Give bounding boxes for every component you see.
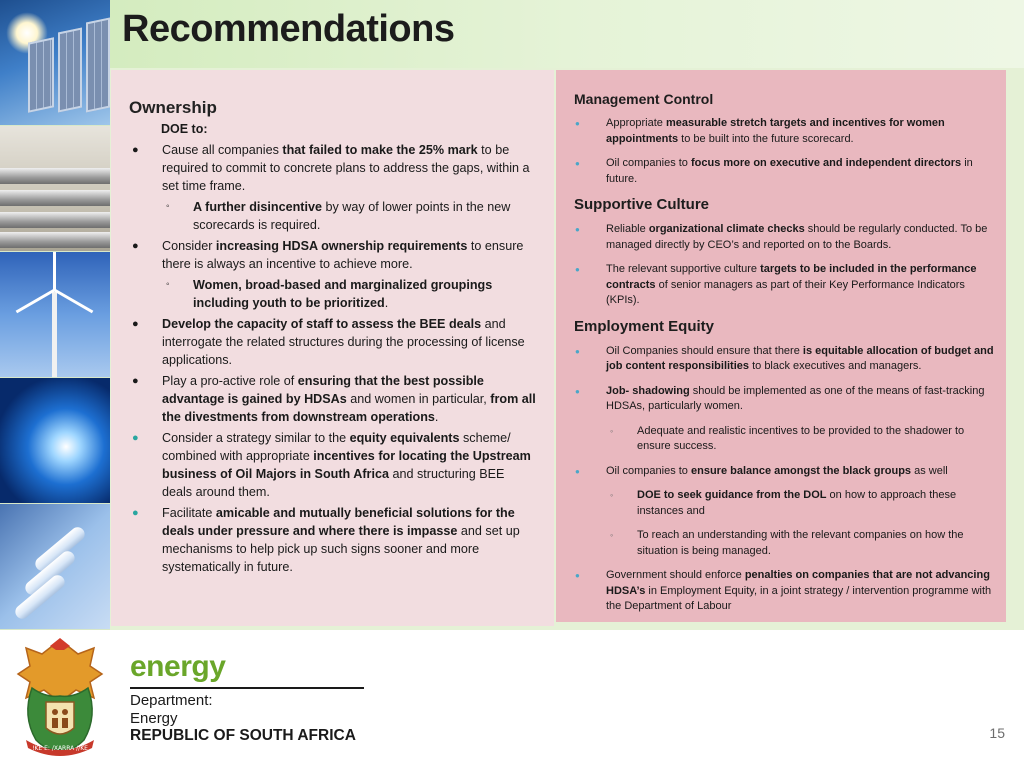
department-label: Department:	[130, 692, 213, 709]
bullet-icon: ●	[132, 375, 139, 387]
employment-equity-heading: Employment Equity	[574, 317, 715, 335]
bullet-icon: ●	[575, 571, 580, 580]
list-item: ● Consider a strategy similar to the equity equivalents scheme/ combined with appropriate incentives for locating the Upstream business of Oil Majors in South Africa and structuring BEE deals around them.	[132, 431, 531, 499]
ownership-panel	[111, 70, 554, 626]
list-item: ● Develop the capacity of staff to assess the BEE deals and interrogate the related structures during the processing of license applications.	[132, 317, 525, 367]
bullet-icon: ●	[575, 119, 580, 128]
list-item: ● Job- shadowing should be implemented as one of the means of fast-tracking HDSAs, particularly women.	[575, 384, 985, 412]
logo-divider	[130, 687, 364, 689]
bullet-icon: ●	[575, 386, 580, 396]
country-name: REPUBLIC OF SOUTH AFRICA	[130, 727, 356, 744]
solar-panels-photo	[0, 0, 110, 126]
supportive-culture-heading: Supportive Culture	[574, 196, 710, 213]
page-title: Recommendations	[122, 8, 455, 50]
circle-bullet-icon: ◦	[610, 530, 614, 540]
list-item: ● Oil Companies should ensure that there is equitable allocation of budget and job content responsibilities to black executives and managers.	[575, 344, 994, 372]
bullet-icon: ●	[575, 265, 580, 274]
bullet-icon: ●	[575, 466, 580, 476]
list-item: ● Oil companies to focus more on executive and independent directors in future.	[575, 157, 973, 185]
bullet-icon: ●	[575, 346, 580, 356]
wind-turbine-photo	[0, 252, 110, 378]
sub-list-item: ◦ Adequate and realistic incentives to be provided to the shadower to ensure success.	[610, 424, 965, 452]
bullet-icon: ●	[132, 144, 139, 156]
circle-bullet-icon: ◦	[610, 425, 614, 436]
ownership-heading: Ownership	[129, 98, 217, 117]
energy-saving-bulb-photo	[0, 504, 110, 630]
title-band	[110, 0, 1024, 68]
bullet-icon: ●	[575, 225, 580, 234]
list-item: ● Appropriate measurable stretch targets and incentives for women appointments to be built into the future scorecard.	[575, 117, 945, 145]
energy-logo-word: energy	[130, 650, 226, 683]
circle-bullet-icon: ◦	[610, 490, 614, 500]
list-item: ● Government should enforce penalties on companies that are not advancing HDSA’s in Employment Equity, in a joint strategy / intervention programme with the Department of Labour	[575, 569, 992, 612]
list-item: ● Oil companies to ensure balance amongst the black groups as well	[574, 464, 994, 480]
pipelines-photo	[0, 126, 110, 252]
bullet-icon: ●	[575, 159, 580, 168]
department-name: Energy	[130, 710, 178, 727]
footer	[0, 630, 1024, 768]
list-item: ● The relevant supportive culture targets to be included in the performance contracts of senior managers as part of their Key Performance Indicators (KPIs).	[575, 263, 977, 306]
sub-list-item: ◦ A further disincentive by way of lower points in the new scorecards is required.	[166, 200, 511, 232]
page-number: 15	[989, 725, 1005, 741]
list-item: ● Facilitate amicable and mutually beneficial solutions for the deals under pressure and where there is impasse and set up mechanisms to help pick up such signs sooner and more systematically in future.	[132, 506, 520, 574]
bullet-icon: ●	[132, 507, 139, 519]
list-item: ● Cause all companies that failed to make the 25% mark to be required to commit to concrete plans to address the gaps, within a set time frame.	[132, 143, 530, 193]
recommendations-detail-panel	[556, 70, 1006, 622]
sub-list-item: ◦ DOE to seek guidance from the DOL on how to approach these instances and	[610, 489, 957, 517]
bullet-icon: ●	[132, 318, 139, 330]
coat-of-arms-icon	[12, 636, 108, 758]
list-item: ● Play a pro-active role of ensuring that the best possible advantage is gained by HDSAs and women in particular, from all the divestments from downstream operations.	[132, 374, 536, 424]
bullet-icon: ●	[132, 240, 139, 252]
photo-strip	[0, 0, 110, 630]
sub-list-item: ◦ Women, broad-based and marginalized groupings including youth to be prioritized.	[166, 278, 493, 310]
energy-burst-photo	[0, 378, 110, 504]
ownership-list	[129, 141, 536, 576]
sub-list-item: ◦ To reach an understanding with the relevant companies on how the situation is being managed.	[610, 529, 964, 557]
doe-label: DOE to:	[161, 122, 208, 136]
management-control-heading: Management Control	[574, 91, 714, 107]
circle-bullet-icon: ◦	[166, 201, 170, 212]
circle-bullet-icon: ◦	[166, 279, 170, 290]
bullet-icon: ●	[132, 432, 139, 444]
list-item: ● Consider increasing HDSA ownership requirements to ensure there is always an incentive to achieve more.	[132, 239, 524, 271]
list-item: ● Reliable organizational climate checks should be regularly conducted. To be managed directly by CEO’s and reported on to the Boards.	[575, 223, 988, 251]
svg-text:!KE E: /XARRA //KE: !KE E: /XARRA //KE	[32, 745, 88, 752]
